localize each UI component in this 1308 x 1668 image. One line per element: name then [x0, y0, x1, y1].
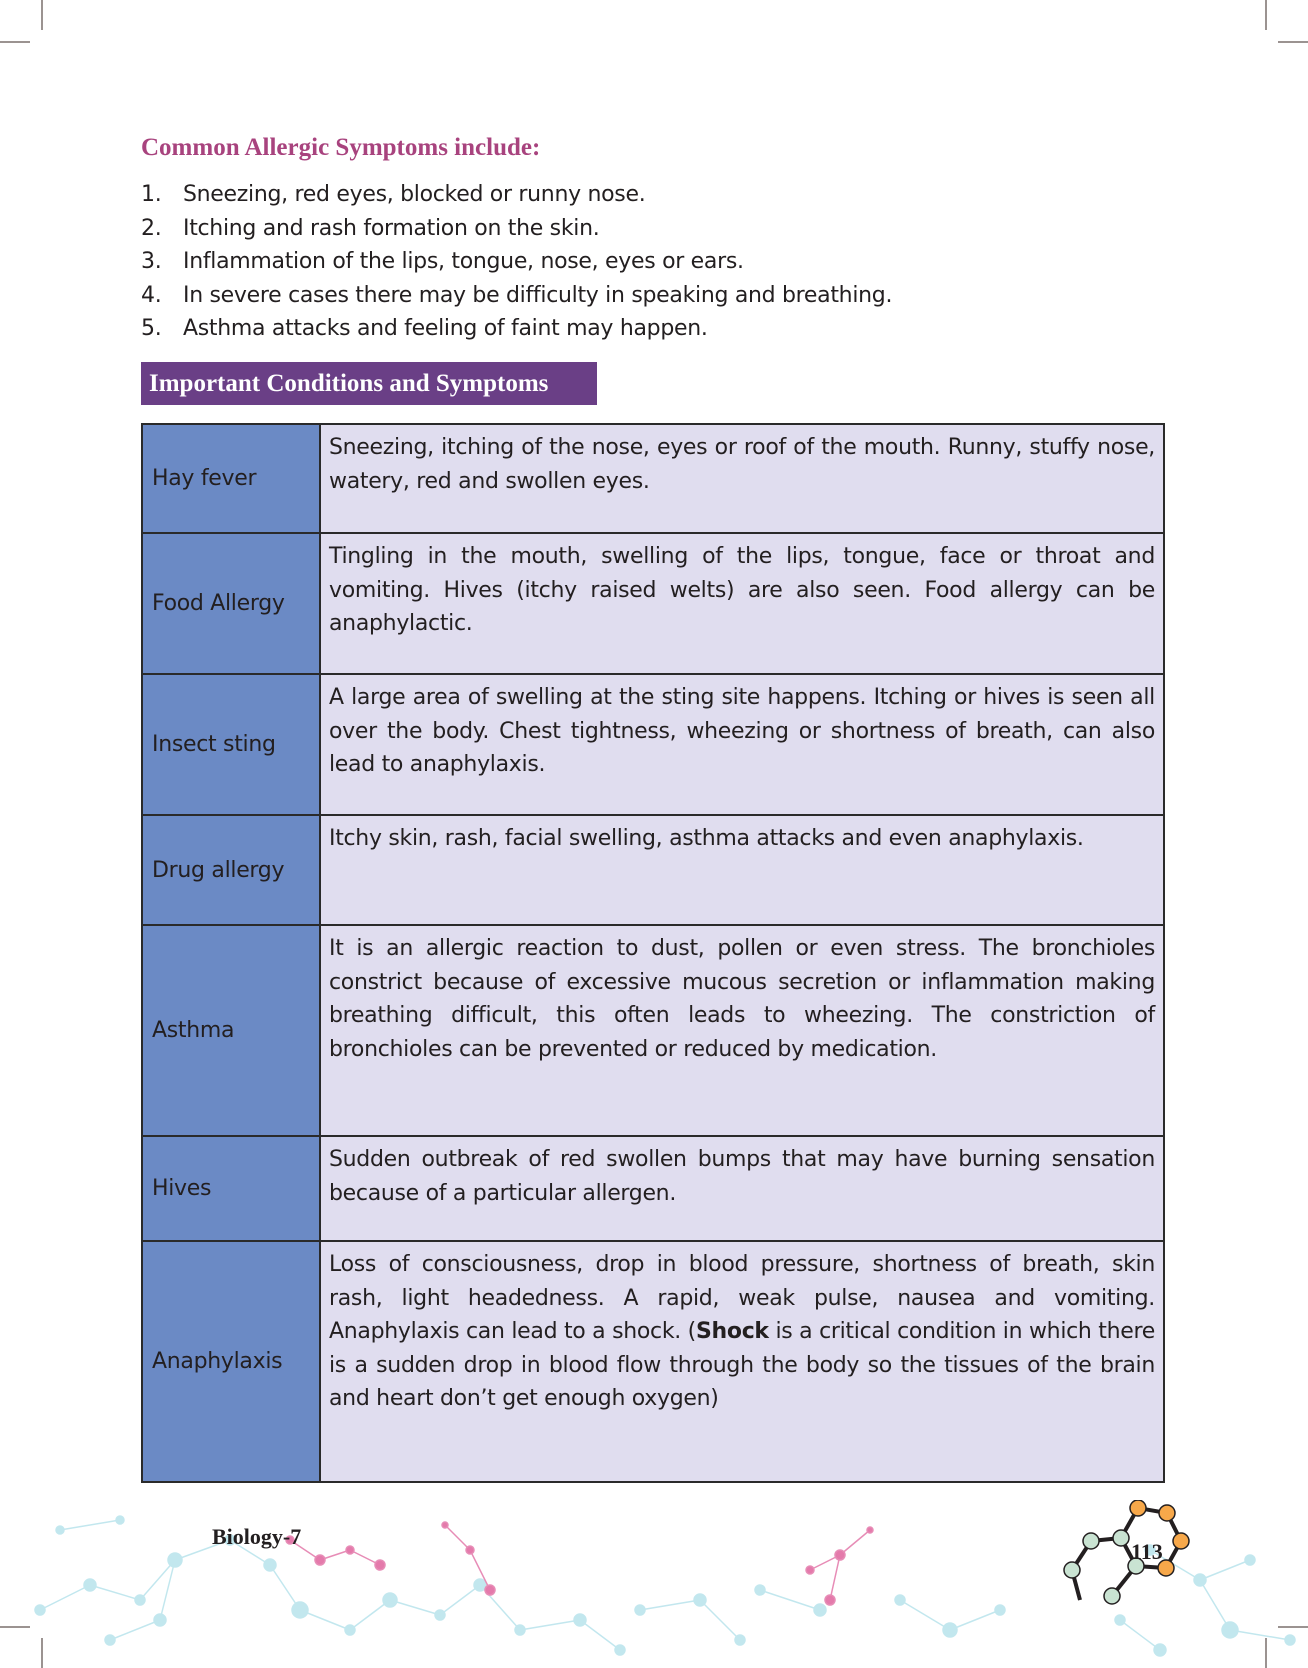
table-row — [143, 425, 1163, 532]
page-number: 113 — [1131, 1539, 1163, 1564]
table-row — [143, 1240, 1163, 1481]
description-bold-term: Shock — [695, 1319, 769, 1344]
hexagon-molecule-icon — [1050, 1500, 1190, 1620]
description-text: is a critical condition in which there is a sudden drop in blood flow through the body so the tissues of the brain and heart don’t get enough oxygen) — [329, 1319, 1155, 1411]
list-item — [141, 279, 892, 313]
crop-mark — [41, 0, 43, 30]
list-number: 1. — [141, 182, 162, 207]
list-text: Sneezing, red eyes, blocked or runny nose. — [183, 182, 646, 207]
condition-description: Tingling in the mouth, swelling of the lips, tongue, face or throat and vomiting. Hives (itchy raised welts) are also seen. Food allergy can be anaphylactic. — [321, 534, 1163, 673]
condition-description: Sneezing, itching of the nose, eyes or roof of the mouth. Runny, stuffy nose, watery, red and swollen eyes. — [321, 425, 1163, 532]
crop-mark — [1265, 0, 1267, 30]
description-text: Loss of consciousness, drop in blood pressure, shortness of breath, skin rash, light headedness. A rapid, weak pulse, nausea and vomiting. Anaphylaxis can lead to a shock. ( — [329, 1252, 1155, 1344]
list-number: 4. — [141, 282, 162, 308]
section-heading: Common Allergic Symptoms include: — [141, 134, 541, 161]
list-number: 5. — [141, 316, 162, 341]
crop-mark — [0, 41, 30, 43]
symptom-list — [141, 178, 892, 346]
book-title: Biology-7 — [212, 1524, 302, 1549]
condition-name: Hay fever — [143, 425, 321, 532]
condition-description — [321, 1242, 1163, 1481]
list-text: Itching and rash formation on the skin. — [183, 215, 600, 241]
table-row — [143, 1135, 1163, 1240]
condition-description: A large area of swelling at the sting site happens. Itching or hives is seen all over the body. Chest tightness, wheezing or shortness of breath, can also lead to anaphylaxis. — [321, 675, 1163, 814]
list-item — [141, 178, 892, 212]
condition-name: Insect sting — [143, 675, 321, 814]
condition-description: It is an allergic reaction to dust, pollen or even stress. The bronchioles constrict because of excessive mucous secretion or inflammation making breathing difficult, this often leads to wheezing. The constriction of bronchioles can be prevented or reduced by medication. — [321, 926, 1163, 1135]
list-item — [141, 212, 892, 246]
condition-name: Hives — [143, 1137, 321, 1240]
condition-name: Drug allergy — [143, 816, 321, 924]
condition-description: Sudden outbreak of red swollen bumps that may have burning sensation because of a particular allergen. — [321, 1137, 1163, 1240]
table-row — [143, 532, 1163, 673]
section-banner: Important Conditions and Symptoms — [141, 362, 597, 405]
conditions-table — [141, 423, 1165, 1483]
table-row — [143, 673, 1163, 814]
table-row — [143, 814, 1163, 924]
list-number: 2. — [141, 215, 162, 241]
list-text: In severe cases there may be difficulty in speaking and breathing. — [183, 282, 893, 308]
list-number: 3. — [141, 249, 162, 274]
crop-mark — [1278, 41, 1308, 43]
list-text: Inflammation of the lips, tongue, nose, eyes or ears. — [183, 249, 744, 274]
condition-name: Asthma — [143, 926, 321, 1135]
condition-name: Anaphylaxis — [143, 1242, 321, 1481]
table-row — [143, 924, 1163, 1135]
list-text: Asthma attacks and feeling of faint may happen. — [183, 316, 708, 341]
condition-description: Itchy skin, rash, facial swelling, asthma attacks and even anaphylaxis. — [321, 816, 1163, 924]
list-item — [141, 312, 892, 346]
list-item — [141, 245, 892, 279]
condition-name: Food Allergy — [143, 534, 321, 673]
